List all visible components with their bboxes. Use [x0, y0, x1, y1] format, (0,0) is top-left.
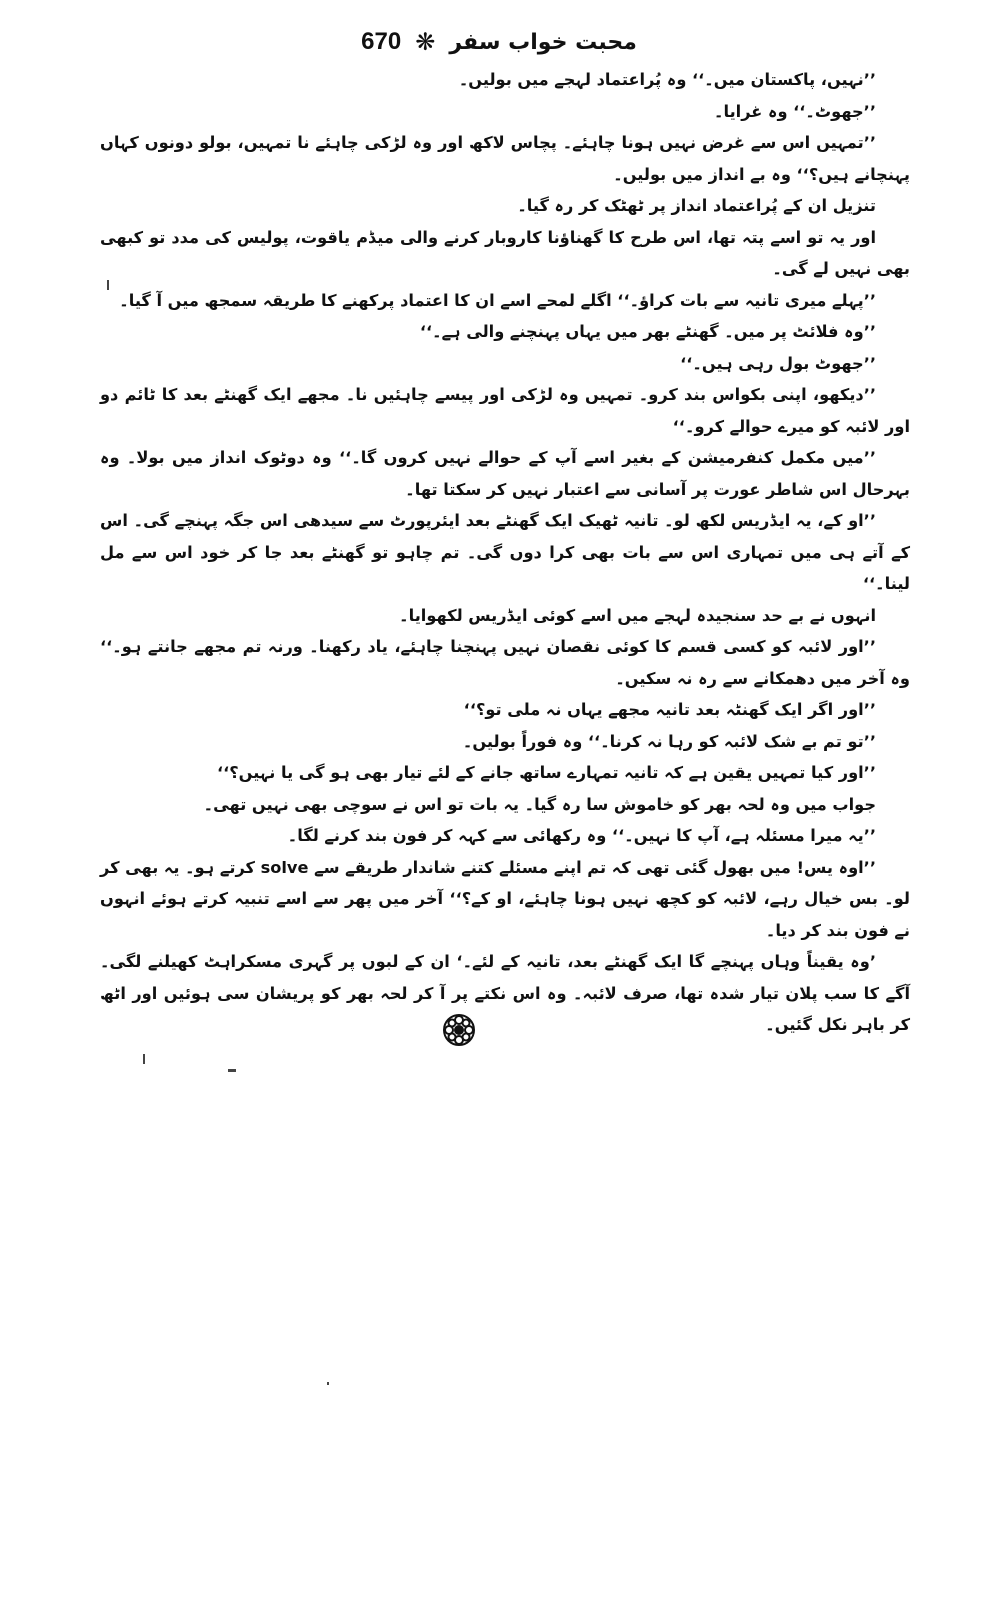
- paragraph: ’’اور کیا تمہیں یقین ہے کہ تانیہ تمہارے ساتھ جانے کے لئے تیار بھی ہو گی یا نہیں؟‘‘: [216, 763, 876, 782]
- page-header: [0, 22, 998, 62]
- paragraph: ’’او کے، یہ ایڈریس لکھ لو۔ تانیہ ٹھیک ایک گھنٹے بعد ایئرپورٹ سے سیدھی اس جگہ پہنچے گی۔ اس کے آتے ہی میں تمہاری اس سے بات بھی کرا دوں گی۔ تم چاہو تو گھنٹے بعد جا کر خود اس سے مل لینا۔‘‘: [100, 511, 910, 593]
- paragraph: ’’دیکھو، اپنی بکواس بند کرو۔ تمہیں وہ لڑکی اور پیسے چاہئیں نا۔ مجھے ایک گھنٹے بعد کا ٹائم دو اور لائبہ کو میرے حوالے کرو۔‘‘: [100, 385, 910, 436]
- paragraph: ’’تمہیں اس سے غرض نہیں ہونا چاہئے۔ پچاس لاکھ اور وہ لڑکی چاہئے نا تمہیں، بولو دونوں کہاں پہنچانے ہیں؟‘‘ وہ بے انداز میں بولیں۔: [100, 133, 910, 184]
- scan-mark: [107, 280, 109, 290]
- paragraph: ’’اور اگر ایک گھنٹہ بعد تانیہ مجھے یہاں نہ ملی تو؟‘‘: [463, 700, 876, 719]
- paragraph: ’’جھوٹ بول رہی ہیں۔‘‘: [680, 353, 876, 373]
- scan-mark: [143, 1054, 145, 1064]
- paragraph: جواب میں وہ لحہ بھر کو خاموش سا رہ گیا۔ یہ بات تو اس نے سوچی بھی نہیں تھی۔: [203, 794, 876, 814]
- paragraph: ’’پہلے میری تانیہ سے بات کراؤ۔‘‘ اگلے لمحے اسے ان کا اعتماد پرکھنے کا طریقہ سمجھ میں آ گیا۔: [119, 290, 876, 310]
- page-number: 670: [361, 28, 402, 55]
- paragraph: ’’یہ میرا مسئلہ ہے، آپ کا نہیں۔‘‘ وہ رکھائی سے کہہ کر فون بند کرنے لگا۔: [287, 826, 876, 845]
- star-separator-icon: ❋: [415, 28, 436, 56]
- body-text: [100, 64, 910, 1041]
- paragraph: ’’تو تم بے شک لائبہ کو رہا نہ کرنا۔‘‘ وہ فوراً بولیں۔: [462, 731, 876, 751]
- scan-mark: [228, 1069, 236, 1072]
- book-title: محبت خواب سفر: [449, 29, 637, 55]
- paragraph: تنزیل ان کے پُراعتماد انداز پر ٹھٹک کر رہ گیا۔: [517, 196, 876, 215]
- scan-mark: [327, 1382, 329, 1385]
- paragraph: ’’میں مکمل کنفرمیشن کے بغیر اسے آپ کے حوالے نہیں کروں گا۔‘‘ وہ دوٹوک انداز میں بولا۔ وہ بہرحال اس شاطر عورت پر آسانی سے اعتبار نہیں کر سکتا تھا۔: [100, 448, 910, 499]
- floral-ornament-icon: [441, 1012, 477, 1048]
- paragraph: ’’وہ فلائٹ پر میں۔ گھنٹے بھر میں یہاں پہنچنے والی ہے۔‘‘: [419, 322, 876, 341]
- paragraph: ’وہ یقیناً وہاں پہنچے گا ایک گھنٹے بعد، تانیہ کے لئے۔‘ ان کے لبوں پر گہری مسکراہٹ کھیلنے لگی۔ آگے کا سب پلان تیار شدہ تھا، صرف لائبہ۔ وہ اس نکتے پر آ کر لحہ بھر کو پریشان سی ہوئیں اور اٹھ کر باہر نکل گئیں۔: [100, 952, 910, 1034]
- paragraph: انہوں نے بے حد سنجیدہ لہجے میں اسے کوئی ایڈریس لکھوایا۔: [399, 605, 876, 625]
- paragraph: ’’اور لائبہ کو کسی قسم کا کوئی نقصان نہیں پہنچنا چاہئے، یاد رکھنا۔ ورنہ تم مجھے جانتے ہو۔‘‘ وہ آخر میں دھمکانے سے رہ نہ سکیں۔: [100, 637, 910, 688]
- paragraph: ’’اوہ یس! میں بھول گئی تھی کہ تم اپنے مسئلے کتنے شاندار طریقے سے solve کرتے ہو۔ یہ بھی کر لو۔ بس خیال رہے، لائبہ کو کچھ نہیں ہونا چاہئے، او کے؟‘‘ آخر میں پھر سے اسے تنبیہ کرتے ہوئے انہوں نے فون بند کر دیا۔: [100, 857, 910, 940]
- paragraph: ’’جھوٹ۔‘‘ وہ غرایا۔: [714, 101, 876, 121]
- paragraph: اور یہ تو اسے پتہ تھا، اس طرح کا گھناؤنا کاروبار کرنے والی میڈم یاقوت، پولیس کی مدد تو کبھی بھی نہیں لے گی۔: [100, 227, 910, 278]
- paragraph: ’’نہیں، پاکستان میں۔‘‘ وہ پُراعتماد لہجے میں بولیں۔: [458, 70, 876, 89]
